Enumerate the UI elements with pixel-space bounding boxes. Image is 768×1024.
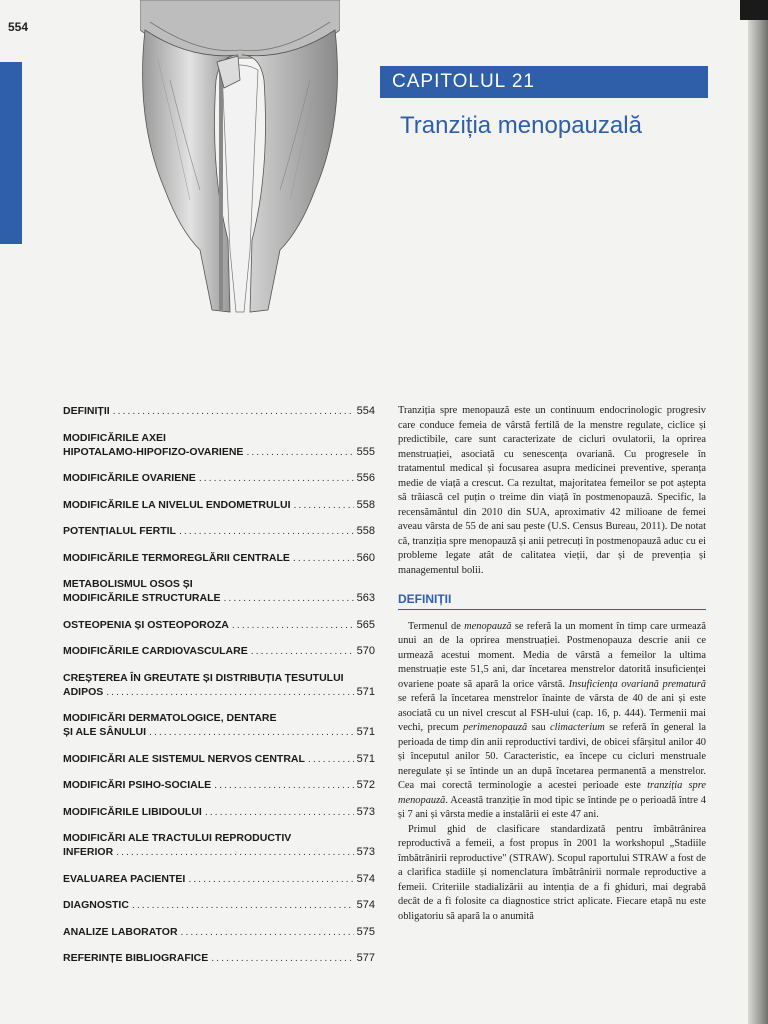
- toc-entry-label: EVALUAREA PACIENTEI: [63, 872, 186, 885]
- toc-entry-page: 572: [356, 779, 375, 791]
- toc-entry-page: 558: [356, 525, 375, 537]
- toc-entry: [63, 671, 375, 699]
- toc-entry-page: 575: [356, 925, 375, 938]
- page-edge-shadow: [748, 0, 768, 1024]
- toc-entry: [63, 752, 375, 766]
- toc-entry-label-line1: MODIFICĂRI ALE TRACTULUI REPRODUCTIV: [63, 832, 292, 844]
- toc-leader-dots: [232, 618, 354, 632]
- toc-entry-label: HIPOTALAMO-HIPOFIZO-OVARIENE: [63, 445, 244, 458]
- main-text-column: [398, 404, 706, 924]
- toc-entry-page: 556: [356, 472, 375, 484]
- toc-entry-label-line1: MODIFICĂRI DERMATOLOGICE, DENTARE: [63, 712, 277, 724]
- toc-entry-label: ȘI ALE SÂNULUI: [63, 726, 147, 738]
- toc-entry-page: 574: [356, 899, 375, 911]
- toc-leader-dots: [251, 644, 354, 658]
- toc-leader-dots: [214, 778, 353, 792]
- chapter-label-banner: CAPITOLUL 21: [380, 66, 708, 98]
- toc-leader-dots: [116, 845, 353, 859]
- toc-leader-dots: [211, 951, 353, 965]
- toc-entry-label: MODIFICĂRILE CARDIOVASCULARE: [63, 645, 248, 657]
- toc-leader-dots: [179, 524, 354, 538]
- toc-leader-dots: [113, 404, 354, 418]
- toc-entry: [63, 898, 375, 912]
- toc-entry-label: DEFINIȚII: [63, 405, 110, 417]
- toc-entry-page: 573: [356, 805, 375, 818]
- toc-entry-page: 565: [356, 618, 375, 631]
- toc-entry-label-line1: MODIFICĂRILE AXEI: [63, 431, 166, 444]
- toc-entry: [63, 471, 375, 485]
- toc-entry-label: MODIFICĂRILE STRUCTURALE: [63, 592, 221, 604]
- toc-entry-label: ADIPOS: [63, 685, 104, 698]
- toc-entry: [63, 404, 375, 418]
- toc-entry-label: MODIFICĂRILE LIBIDOULUI: [63, 805, 202, 818]
- toc-leader-dots: [205, 805, 354, 819]
- toc-entry-page: 571: [356, 685, 375, 698]
- intro-paragraph: Tranziția spre menopauză este un continuum endocrinologic progresiv care conduce femeia de vârstă fertilă de la menstre regulate, ciclice și predictibile, care sunt caracterizate de cicluri ovulatorii, la oprirea menstruației, asociată cu senescența ovariană. Cu progresele în tratamentul medical și focusarea asupra medicinei preventive, speranța medie de viață a crescut. Ca rezultat, majoritatea femeilor se pot aștepta să trăiască cel puțin o treime din viață în postmenopauză. Specific, la recensământul din 2010 din SUA, aproximativ 42 milioane de femei aveau vârsta de 55 de ani sau peste (U.S. Census Bureau, 2011). De notat că, tranziția spre menopauză și anii petrecuți în postmenopauză aduc cu ei probleme legate atât de calitatea vieții, dar și de prevenția și managementul bolii.: [398, 405, 706, 576]
- toc-entry: [63, 805, 375, 819]
- toc-entry: [63, 831, 375, 859]
- toc-entry-label: REFERINȚE BIBLIOGRAFICE: [63, 952, 209, 964]
- toc-entry: [63, 551, 375, 565]
- chapter-title: Tranziția menopauzală: [400, 112, 642, 139]
- toc-entry-page: 555: [356, 445, 375, 458]
- toc-leader-dots: [293, 551, 354, 565]
- toc-entry-label: DIAGNOSTIC: [63, 899, 129, 911]
- toc-entry-page: 560: [356, 551, 375, 564]
- toc-entry-page: 574: [356, 872, 375, 885]
- page-number: 554: [8, 20, 29, 34]
- toc-entry: [63, 431, 375, 459]
- toc-entry: [63, 951, 375, 965]
- straw-paragraph: Primul ghid de clasificare standardizată pentru îmbătrânirea reproductivă a femeii, a fost propus în 2001 la workshopul „Stadiile îmbătrânirii reproductive" (STRAW). Scopul raportului STRAW a fost de a clarifica stadiile și nomenclatura îmbătrânirii normale reproductive a femeii. Criteriile stadializării au intenția de a fi ghiduri, mai degrabă decât de a fi folosite ca diagnostice strict aplicate. Fiecare etapă nu este obligatoriu să apară la o anumită: [398, 823, 706, 922]
- toc-entry-page: 577: [356, 952, 375, 964]
- toc-entry-label: MODIFICĂRI ALE SISTEMUL NERVOS CENTRAL: [63, 752, 305, 765]
- section-heading: DEFINIȚII: [398, 592, 706, 610]
- chapter-side-tab: [0, 62, 22, 244]
- toc-entry-page: 563: [356, 592, 375, 604]
- toc-leader-dots: [149, 725, 354, 739]
- toc-entry-label: MODIFICĂRILE TERMOREGLĂRII CENTRALE: [63, 551, 290, 564]
- toc-leader-dots: [294, 498, 354, 512]
- toc-leader-dots: [106, 685, 353, 699]
- toc-entry-label: POTENȚIALUL FERTIL: [63, 525, 176, 537]
- toc-entry-page: 573: [356, 846, 375, 858]
- toc-entry: [63, 498, 375, 512]
- toc-entry-page: 571: [356, 752, 375, 765]
- toc-entry-page: 570: [356, 645, 375, 657]
- definitions-paragraph: Termenul de menopauză se referă la un moment în timp care urmează unui an de la oprirea menstruației. Postmenopauza descrie anii ce urmează acestui moment. Media de vârstă a femeilor la ultima menstruație este 51,5 ani, dar încetarea menstrelor datorită insuficienței ovariene poate să apară la orice vârstă. Insuficiența ovariană prematură se referă la încetarea menstrelor înainte de vârsta de 40 de ani și este asociată cu un nivel crescut al FSH-ului (cap. 16, p. 444). Termenii mai vechi, precum perimenopauză sau climacterium se referă în general la perioada de timp din anii reproductivi tardivi, de obicei sfârșitul anilor 40 și începutul anilor 50. Caracteristic, ea începe cu cicluri menstruale neregulate și se întinde un an după încetarea permanentă a menstrelor. Cea mai corectă terminologie a acestei perioade este tranziția spre menopauză. Această tranziție în mod tipic se întinde pe o perioadă între 4 și 7 ani și vârsta medie a instalării ei este 47 ani.: [398, 620, 707, 820]
- toc-entry: [63, 872, 375, 886]
- page-edge-corner: [740, 0, 768, 20]
- toc-entry-page: 554: [356, 405, 375, 417]
- toc-entry: [63, 618, 375, 632]
- toc-entry-label-line1: CREȘTEREA ÎN GREUTATE ȘI DISTRIBUȚIA ȚESUTULUI: [63, 671, 344, 684]
- toc-leader-dots: [188, 872, 353, 886]
- toc-leader-dots: [308, 752, 354, 766]
- uterus-illustration: [140, 0, 340, 320]
- toc-entry-label: MODIFICĂRI PSIHO-SOCIALE: [63, 779, 212, 791]
- toc-leader-dots: [181, 925, 354, 939]
- toc-entry-label: OSTEOPENIA ȘI OSTEOPOROZA: [63, 618, 229, 631]
- toc-entry-page: 558: [356, 498, 375, 511]
- toc-entry: [63, 577, 375, 605]
- toc-entry: [63, 711, 375, 739]
- toc-entry-label: MODIFICĂRILE LA NIVELUL ENDOMETRULUI: [63, 498, 291, 511]
- toc-entry: [63, 778, 375, 792]
- toc-entry-label: INFERIOR: [63, 846, 114, 858]
- toc-entry-page: 571: [356, 726, 375, 738]
- toc-leader-dots: [246, 445, 353, 459]
- toc-entry: [63, 524, 375, 538]
- toc-leader-dots: [132, 898, 354, 912]
- toc-entry: [63, 644, 375, 658]
- toc-entry-label-line1: METABOLISMUL OSOS ȘI: [63, 578, 193, 590]
- toc-leader-dots: [224, 591, 354, 605]
- toc-entry-label: ANALIZE LABORATOR: [63, 925, 178, 938]
- toc-entry: [63, 925, 375, 939]
- toc-entry-label: MODIFICĂRILE OVARIENE: [63, 472, 196, 484]
- toc-leader-dots: [199, 471, 354, 485]
- table-of-contents: [63, 404, 375, 978]
